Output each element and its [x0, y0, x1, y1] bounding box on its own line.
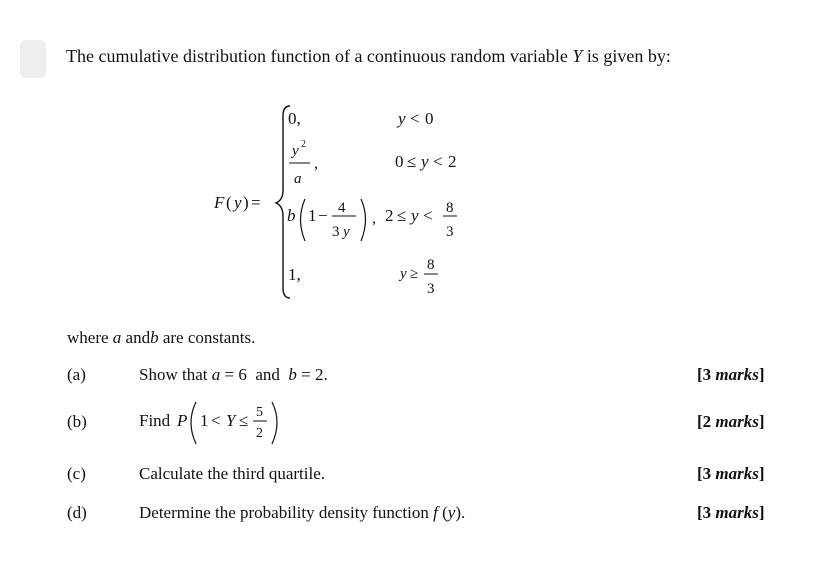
svg-text:2: 2: [448, 152, 457, 171]
intro-variable: Y: [572, 46, 583, 66]
svg-text:8: 8: [446, 200, 454, 216]
svg-text:4: 4: [338, 200, 346, 216]
svg-text:y: y: [343, 224, 350, 240]
where-sentence: [67, 328, 255, 348]
svg-text:≤: ≤: [397, 206, 407, 225]
intro-tail: is given by:: [586, 46, 671, 66]
where-a: a: [112, 328, 122, 347]
question-a-text: Show that a = 6 and b = 2.: [139, 365, 328, 384]
svg-text:b: b: [287, 206, 296, 225]
svg-text:y: y: [292, 143, 299, 159]
case-4-value: [288, 265, 301, 284]
svg-text:<: <: [433, 152, 443, 171]
question-c-text: Calculate the third quartile.: [139, 464, 325, 483]
case-4-condition: [398, 257, 438, 297]
case-3-value: [287, 199, 376, 241]
svg-text:Find: Find: [139, 411, 171, 430]
svg-text:0,: 0,: [288, 109, 301, 128]
question-c-label: (c): [67, 464, 86, 483]
svg-text:≥: ≥: [410, 266, 419, 282]
where-tail: are constants.: [162, 328, 256, 347]
svg-text:3: 3: [446, 224, 454, 240]
svg-text:,: ,: [372, 210, 376, 227]
where-and: and: [125, 328, 151, 347]
svg-text:y: y: [398, 109, 406, 128]
question-d-text: Determine the probability density function f (y).: [139, 503, 466, 522]
svg-text:2: 2: [301, 139, 306, 150]
case-1-value: [288, 109, 301, 128]
svg-text:5: 5: [256, 405, 263, 420]
svg-text:): ): [243, 193, 249, 212]
svg-text:≤: ≤: [239, 411, 249, 430]
question-b-marks: [2 marks]: [697, 412, 765, 431]
svg-text:F: F: [214, 193, 225, 212]
where-text: where: [67, 328, 109, 347]
svg-text:=: =: [251, 193, 261, 212]
question-a-marks: [3 marks]: [697, 365, 765, 384]
case-1-condition: [396, 109, 434, 128]
svg-text:<: <: [211, 411, 221, 430]
svg-text:Y: Y: [226, 411, 236, 430]
cdf-lhs: [213, 193, 261, 212]
svg-text:3: 3: [427, 281, 435, 297]
svg-text:−: −: [318, 206, 328, 225]
case-3-condition: [385, 200, 457, 240]
case-2-value: [289, 139, 318, 187]
svg-text:<: <: [410, 109, 420, 128]
svg-text:1: 1: [200, 411, 209, 430]
svg-text:y: y: [400, 266, 407, 282]
svg-text:P: P: [177, 411, 188, 430]
svg-text:8: 8: [427, 257, 435, 273]
svg-text:,: ,: [314, 155, 318, 172]
svg-text:2: 2: [256, 426, 263, 441]
svg-text:2: 2: [385, 206, 394, 225]
where-b: b: [150, 328, 159, 347]
svg-text:<: <: [423, 206, 433, 225]
svg-text:1,: 1,: [288, 265, 301, 284]
svg-text:0: 0: [395, 152, 404, 171]
svg-text:y: y: [421, 152, 429, 171]
question-d-marks: [3 marks]: [697, 503, 765, 522]
question-c-marks: [3 marks]: [697, 464, 765, 483]
question-a-label: (a): [67, 365, 86, 384]
question-b-label: (b): [67, 412, 87, 431]
question-b-text: [138, 396, 328, 448]
svg-text:(: (: [226, 193, 232, 212]
case-2-condition: [395, 152, 457, 171]
svg-text:3: 3: [332, 224, 340, 240]
svg-text:1: 1: [308, 206, 317, 225]
question-d-label: (d): [67, 503, 87, 522]
svg-text:y: y: [234, 193, 242, 212]
svg-text:a: a: [294, 171, 302, 187]
intro-text: The cumulative distribution function of a continuous random variable: [66, 46, 568, 66]
svg-text:y: y: [411, 206, 419, 225]
svg-text:0: 0: [425, 109, 434, 128]
svg-text:≤: ≤: [407, 152, 417, 171]
